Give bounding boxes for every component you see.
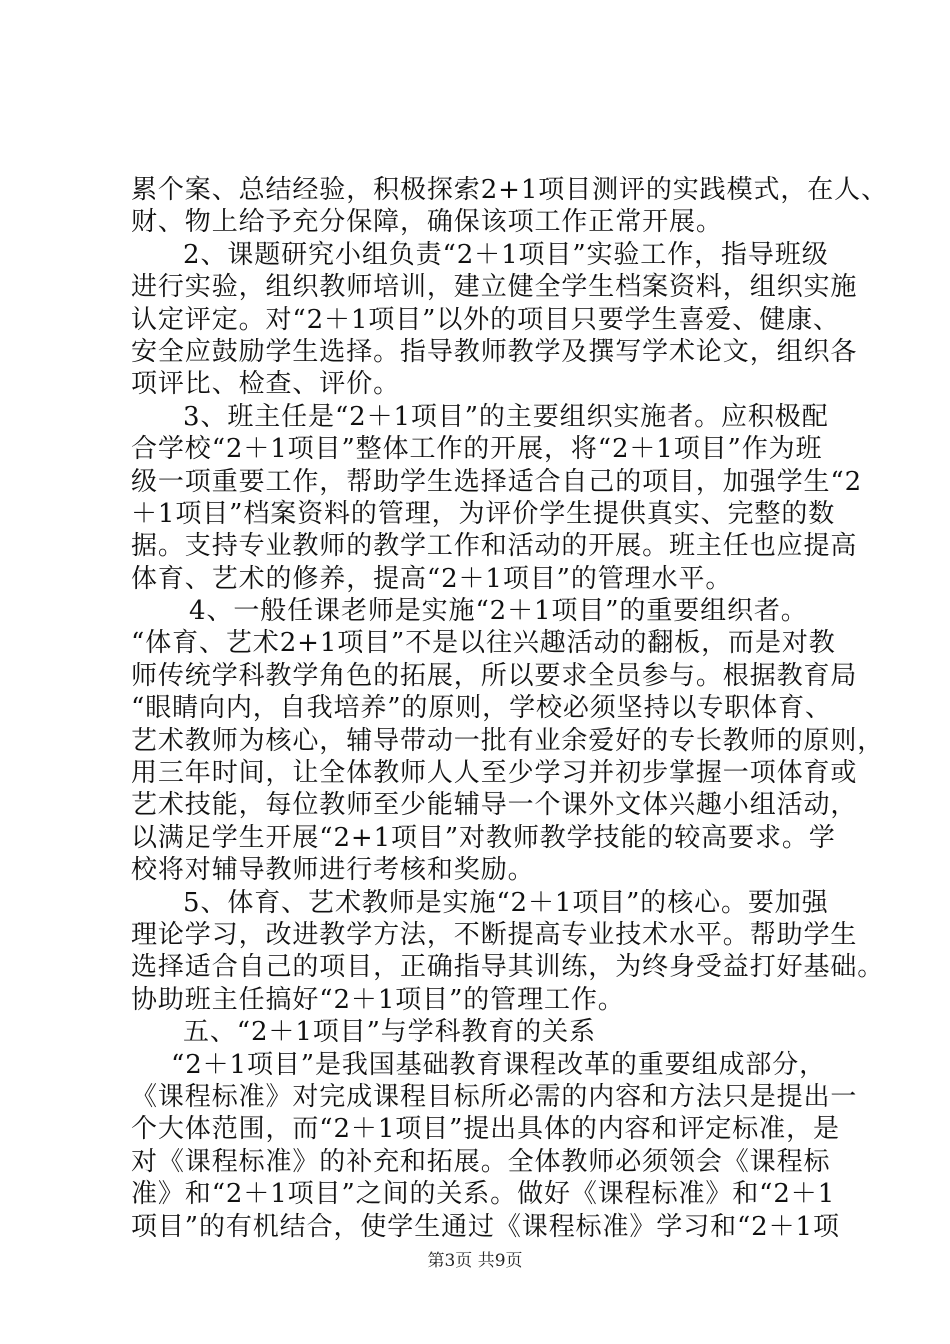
text-line: 进行实验，组织教师培训，建立健全学生档案资料，组织实施 [131,272,858,303]
text-line: 选择适合自己的项目，正确指导其训练，为终身受益打好基础。 [131,952,885,983]
text-line: 体育、艺术的修养，提高“2＋1项目”的管理水平。 [131,563,733,594]
text-line: ＋1项目”档案资料的管理，为评价学生提供真实、完整的数 [131,498,836,529]
text-line: 准》和“2＋1项目”之间的关系。做好《课程标准》和“2＋1 [131,1179,836,1210]
text-line: 累个案、总结经验，积极探索2+1项目测评的实践模式，在人、 [131,175,888,205]
text-line: 项评比、检查、评价。 [131,369,401,400]
text-line: 《课程标准》对完成课程目标所必需的内容和方法只是提出一 [131,1081,858,1112]
section-heading: 五、“2＋1项目”与学科教育的关系 [183,1017,596,1048]
text-line: 师传统学科教学角色的拓展，所以要求全员参与。根据教育局 [131,660,858,691]
text-line: “眼睛向内，自我培养”的原则，学校必须坚持以专职体育、 [131,693,832,724]
text-line: 以满足学生开展“2+1项目”对教师教学技能的较高要求。学 [131,822,836,853]
text-line: 个大体范围，而“2＋1项目”提出具体的内容和评定标准，是 [131,1114,840,1145]
text-line: 艺术教师为核心，辅导带动一批有业余爱好的专长教师的原则， [131,725,885,756]
text-line: 项目”的有机结合，使学生通过《课程标准》学习和“2＋1项 [131,1211,840,1242]
paragraph-start-line: 4、一般任课老师是实施“2＋1项目”的重要组织者。 [189,596,808,627]
page-number-footer: 第3页 共9页 [427,1251,523,1271]
text-line: 艺术技能，每位教师至少能辅导一个课外文体兴趣小组活动， [131,790,858,821]
text-line: 对《课程标准》的补充和拓展。全体教师必须领会《课程标 [131,1146,831,1177]
text-line: 安全应鼓励学生选择。指导教师教学及撰写学术论文，组织各 [131,336,858,367]
document-body [131,174,888,1243]
text-line: 协助班主任搞好“2＋1项目”的管理工作。 [131,984,625,1015]
text-line: 用三年时间，让全体教师人人至少学习并初步掌握一项体育或 [131,758,858,789]
paragraph-start-line: 2、课题研究小组负责“2＋1项目”实验工作，指导班级 [183,239,829,270]
text-line: “体育、艺术2+1项目”不是以往兴趣活动的翻板，而是对教 [131,628,836,659]
text-line: 据。支持专业教师的教学工作和活动的开展。班主任也应提高 [131,531,858,562]
paragraph-start-line: “2＋1项目”是我国基础教育课程改革的重要组成部分， [171,1049,827,1080]
text-line: 财、物上给予充分保障，确保该项工作正常开展。 [131,207,723,238]
paragraph-start-line: 5、体育、艺术教师是实施“2＋1项目”的核心。要加强 [183,887,829,918]
text-line: 级一项重要工作，帮助学生选择适合自己的项目，加强学生“2 [131,466,863,497]
text-line: 校将对辅导教师进行考核和奖励。 [131,855,535,886]
text-line: 合学校“2＋1项目”整体工作的开展，将“2＋1项目”作为班 [131,434,823,465]
text-line: 认定评定。对“2＋1项目”以外的项目只要学生喜爱、健康、 [131,304,840,335]
text-line: 理论学习，改进教学方法，不断提高专业技术水平。帮助学生 [131,919,858,950]
paragraph-start-line: 3、班主任是“2＋1项目”的主要组织实施者。应积极配 [183,401,829,432]
